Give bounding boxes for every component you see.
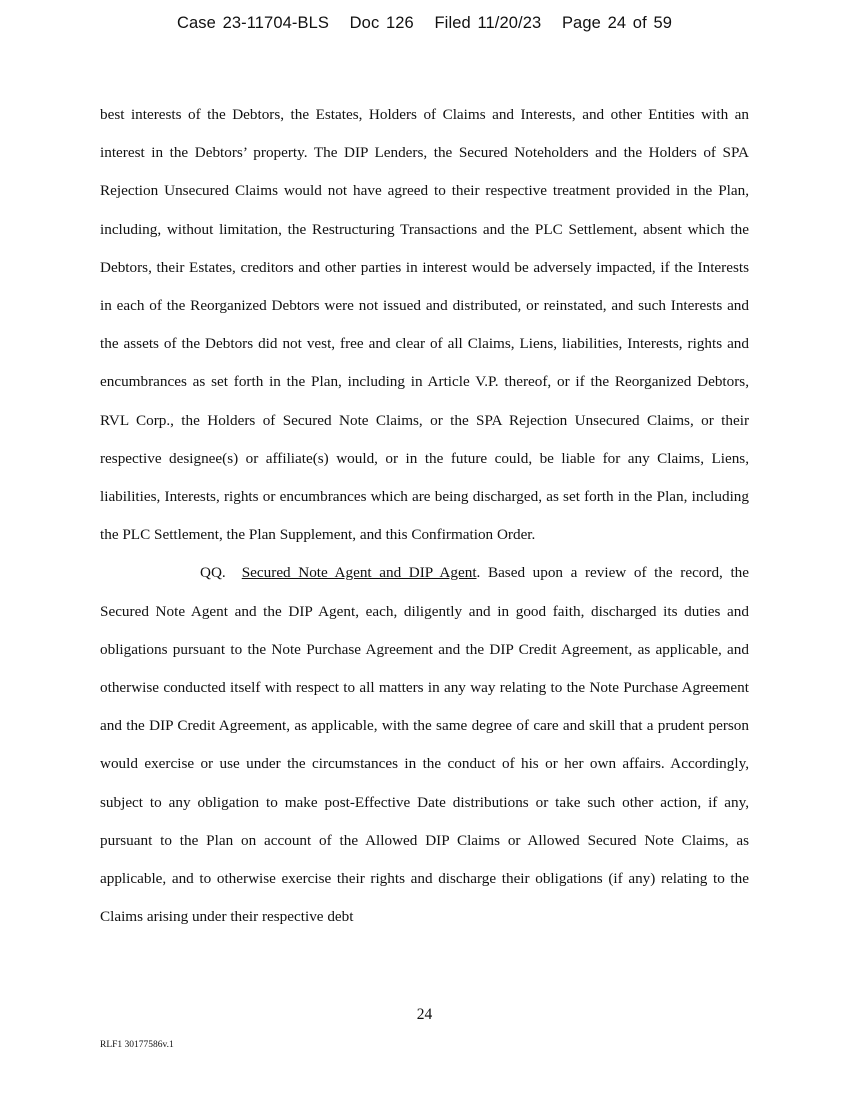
doc-number: Doc 126	[349, 14, 414, 32]
document-body	[100, 96, 749, 936]
paragraph-text: . Based upon a review of the record, the Secured Note Agent and the DIP Agent, each, diligently and in good faith, discharged its duties and obligations pursuant to the Note Purchase Agreement and the DIP Credit Agreement, as applicable, and otherwise conducted itself with respect to all matters in any way relating to the Note Purchase Agreement and the DIP Credit Agreement, as applicable, with the same degree of care and skill that a prudent person would exercise or use under the circumstances in the conduct of his or her own affairs. Accordingly, subject to any obligation to make post-Effective Date distributions or take such other action, if any, pursuant to the Plan on account of the Allowed DIP Claims or Allowed Secured Note Claims, as applicable, and to otherwise exercise their rights and discharge their obligations (if any) relating to the Claims arising under their respective debt	[100, 564, 749, 926]
filed-date: Filed 11/20/23	[434, 14, 542, 32]
document-id: RLF1 30177586v.1	[100, 1040, 174, 1050]
case-header	[0, 14, 849, 33]
paragraph-qq	[100, 554, 749, 936]
paragraph-continued: best interests of the Debtors, the Estates, Holders of Claims and Interests, and other Entities with an interest in the Debtors’ property. The DIP Lenders, the Secured Noteholders and the Holders of SPA Rejection Unsecured Claims would not have agreed to their respective treatment provided in the Plan, including, without limitation, the Restructuring Transactions and the PLC Settlement, absent which the Debtors, their Estates, creditors and other parties in interest would be adversely impacted, if the Interests in each of the Reorganized Debtors were not issued and distributed, or reinstated, and such Interests and the assets of the Debtors did not vest, free and clear of all Claims, Liens, liabilities, Interests, rights and encumbrances as set forth in the Plan, including in Article V.P. thereof, or if the Reorganized Debtors, RVL Corp., the Holders of Secured Note Claims, or the SPA Rejection Unsecured Claims, or their respective designee(s) or affiliate(s) would, or in the future could, be liable for any Claims, Liens, liabilities, Interests, rights or encumbrances which are being discharged, as set forth in the Plan, including the PLC Settlement, the Plan Supplement, and this Confirmation Order.	[100, 106, 749, 544]
case-number: Case 23-11704-BLS	[176, 14, 329, 32]
page-of-total: Page 24 of 59	[561, 14, 673, 32]
paragraph-heading: Secured Note Agent and DIP Agent	[241, 564, 477, 582]
paragraph-number: QQ.	[200, 564, 226, 582]
page-number: 24	[416, 1006, 433, 1023]
